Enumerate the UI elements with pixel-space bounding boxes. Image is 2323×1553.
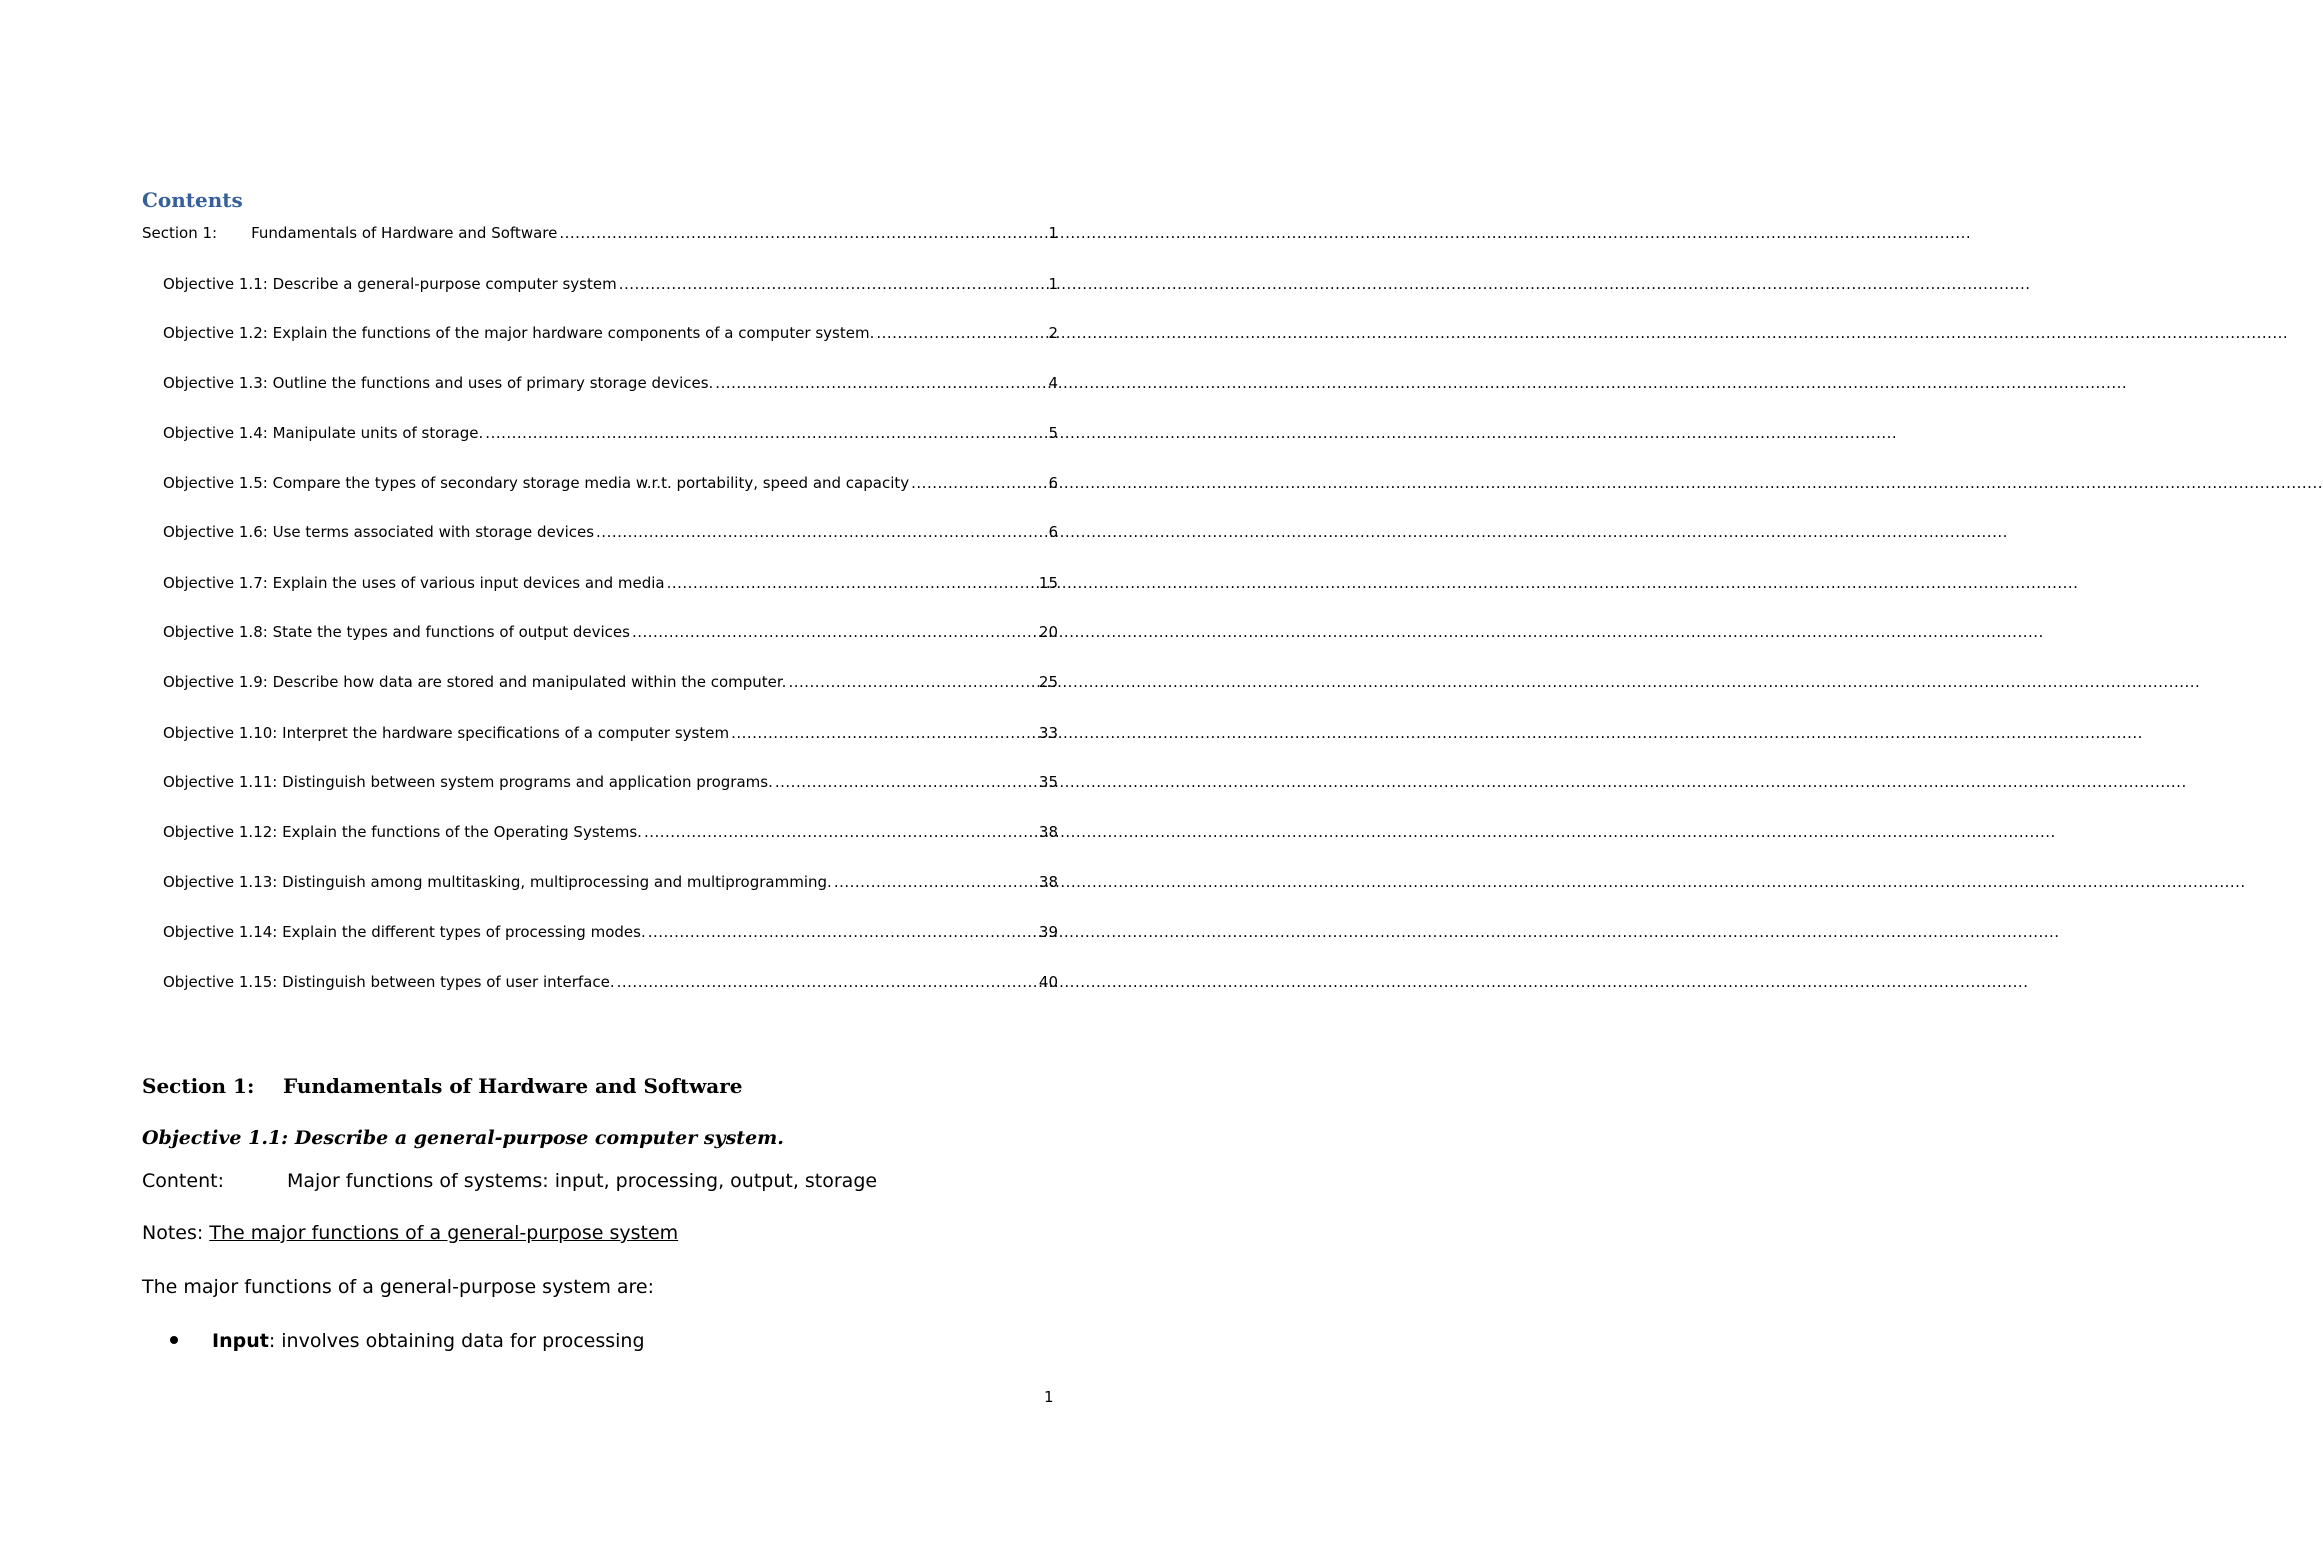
notes-label: Notes: xyxy=(142,1222,204,1244)
toc-entry-objective-1-15[interactable] xyxy=(163,971,1058,993)
table-of-contents xyxy=(0,0,1200,1000)
toc-entry-title: Compare the types of secondary storage media w.r.t. portability, speed and capacity xyxy=(272,474,910,492)
bullet-icon xyxy=(170,1336,178,1344)
toc-entry-objective-1-6[interactable] xyxy=(163,521,1058,543)
toc-entry-objective-1-14[interactable] xyxy=(163,921,1058,943)
toc-entry-title: Manipulate units of storage. xyxy=(272,424,484,442)
toc-entry-title: State the types and functions of output devices xyxy=(272,623,630,641)
toc-entry-title: Explain the functions of the Operating Systems. xyxy=(282,823,642,841)
toc-entry-label: Objective 1.1: xyxy=(163,275,268,293)
toc-entry-label: Objective 1.11: xyxy=(163,773,278,791)
toc-entry-page: 15 xyxy=(1038,574,1058,592)
toc-entry-title: Describe a general-purpose computer system xyxy=(272,275,617,293)
toc-entry-label: Objective 1.12: xyxy=(163,823,278,841)
toc-entry-label: Objective 1.3: xyxy=(163,374,268,392)
toc-entry-page: 5 xyxy=(1048,424,1058,442)
toc-dot-leader xyxy=(485,422,1046,444)
toc-entry-objective-1-4[interactable] xyxy=(163,422,1058,444)
toc-entry-title: Fundamentals of Hardware and Software xyxy=(251,224,558,242)
toc-entry-objective-1-13[interactable] xyxy=(163,871,1058,893)
toc-entry-section-1[interactable] xyxy=(142,222,1058,244)
toc-dot-leader xyxy=(596,521,1046,543)
toc-entry-objective-1-5[interactable] xyxy=(163,472,1058,494)
section-title: Fundamentals of Hardware and Software xyxy=(283,1074,743,1098)
toc-entry-label: Objective 1.10: xyxy=(163,724,278,742)
notes-title: The major functions of a general-purpose system xyxy=(209,1222,679,1244)
toc-entry-page: 38 xyxy=(1038,873,1058,891)
notes-line xyxy=(142,1222,678,1244)
toc-entry-page: 1 xyxy=(1048,224,1058,242)
toc-entry-page: 39 xyxy=(1038,923,1058,941)
section-number: Section 1: xyxy=(142,1074,255,1098)
list-item xyxy=(170,1330,645,1352)
bullet-term: Input xyxy=(212,1330,269,1352)
toc-entry-label: Objective 1.8: xyxy=(163,623,268,641)
toc-entry-title: Distinguish between types of user interface. xyxy=(282,973,615,991)
toc-entry-page: 25 xyxy=(1038,673,1058,691)
toc-entry-label: Objective 1.15: xyxy=(163,973,278,991)
toc-dot-leader xyxy=(559,222,1046,244)
toc-entry-label: Objective 1.6: xyxy=(163,523,268,541)
toc-dot-leader xyxy=(632,621,1037,643)
toc-entry-page: 20 xyxy=(1038,623,1058,641)
toc-entry-page: 4 xyxy=(1048,374,1058,392)
toc-entry-label: Objective 1.14: xyxy=(163,923,278,941)
toc-entry-label: Objective 1.9: xyxy=(163,673,268,691)
toc-entry-title: Outline the functions and uses of primary storage devices. xyxy=(272,374,714,392)
toc-entry-objective-1-3[interactable] xyxy=(163,372,1058,394)
toc-entry-title: Interpret the hardware specifications of a computer system xyxy=(282,724,730,742)
toc-entry-label: Objective 1.5: xyxy=(163,474,268,492)
toc-dot-leader xyxy=(788,671,1036,693)
toc-dot-leader xyxy=(644,821,1037,843)
toc-entry-title: Distinguish between system programs and application programs. xyxy=(282,773,773,791)
toc-entry-page: 6 xyxy=(1048,523,1058,541)
bullet-text: : involves obtaining data for processing xyxy=(268,1330,645,1352)
toc-entry-label: Objective 1.2: xyxy=(163,324,268,342)
toc-entry-label: Objective 1.4: xyxy=(163,424,268,442)
toc-dot-leader xyxy=(619,273,1047,295)
toc-dot-leader xyxy=(775,771,1037,793)
toc-entry-page: 35 xyxy=(1038,773,1058,791)
toc-entry-objective-1-1[interactable] xyxy=(163,273,1058,295)
toc-entry-title: Distinguish among multitasking, multiprocessing and multiprogramming. xyxy=(282,873,832,891)
toc-dot-leader xyxy=(617,971,1037,993)
toc-entry-title: Describe how data are stored and manipulated within the computer. xyxy=(272,673,787,691)
toc-dot-leader xyxy=(648,921,1037,943)
toc-entry-title: Explain the different types of processing modes. xyxy=(282,923,646,941)
toc-entry-objective-1-10[interactable] xyxy=(163,722,1058,744)
toc-entry-label: Section 1: xyxy=(142,224,218,242)
toc-dot-leader xyxy=(834,871,1037,893)
toc-entry-title: Explain the uses of various input devices and media xyxy=(272,574,665,592)
toc-entry-objective-1-2[interactable] xyxy=(163,322,1058,344)
intro-paragraph: The major functions of a general-purpose system are: xyxy=(142,1276,655,1298)
toc-entry-page: 2 xyxy=(1048,324,1058,342)
content-text: Major functions of systems: input, processing, output, storage xyxy=(287,1170,878,1192)
toc-entry-objective-1-8[interactable] xyxy=(163,621,1058,643)
toc-entry-objective-1-9[interactable] xyxy=(163,671,1058,693)
page-number: 1 xyxy=(1044,1388,1054,1406)
toc-entry-objective-1-11[interactable] xyxy=(163,771,1058,793)
toc-dot-leader xyxy=(911,472,1046,494)
toc-entry-page: 33 xyxy=(1038,724,1058,742)
toc-dot-leader xyxy=(876,322,1046,344)
toc-entry-objective-1-7[interactable] xyxy=(163,572,1058,594)
content-label: Content: xyxy=(142,1170,224,1192)
content-line xyxy=(142,1170,877,1192)
toc-entry-page: 6 xyxy=(1048,474,1058,492)
toc-entry-label: Objective 1.13: xyxy=(163,873,278,891)
section-heading xyxy=(142,1074,743,1098)
toc-entry-title: Explain the functions of the major hardware components of a computer system. xyxy=(272,324,875,342)
toc-dot-leader xyxy=(715,372,1046,394)
toc-entry-label: Objective 1.7: xyxy=(163,574,268,592)
toc-entry-page: 38 xyxy=(1038,823,1058,841)
toc-dot-leader xyxy=(731,722,1037,744)
toc-entry-page: 1 xyxy=(1048,275,1058,293)
toc-heading: Contents xyxy=(142,188,243,212)
toc-dot-leader xyxy=(667,572,1037,594)
toc-entry-title: Use terms associated with storage devices xyxy=(272,523,595,541)
objective-heading: Objective 1.1: Describe a general-purpose computer system. xyxy=(142,1127,784,1149)
bullet-list xyxy=(170,1330,645,1352)
toc-entry-page: 40 xyxy=(1038,973,1058,991)
toc-entry-objective-1-12[interactable] xyxy=(163,821,1058,843)
